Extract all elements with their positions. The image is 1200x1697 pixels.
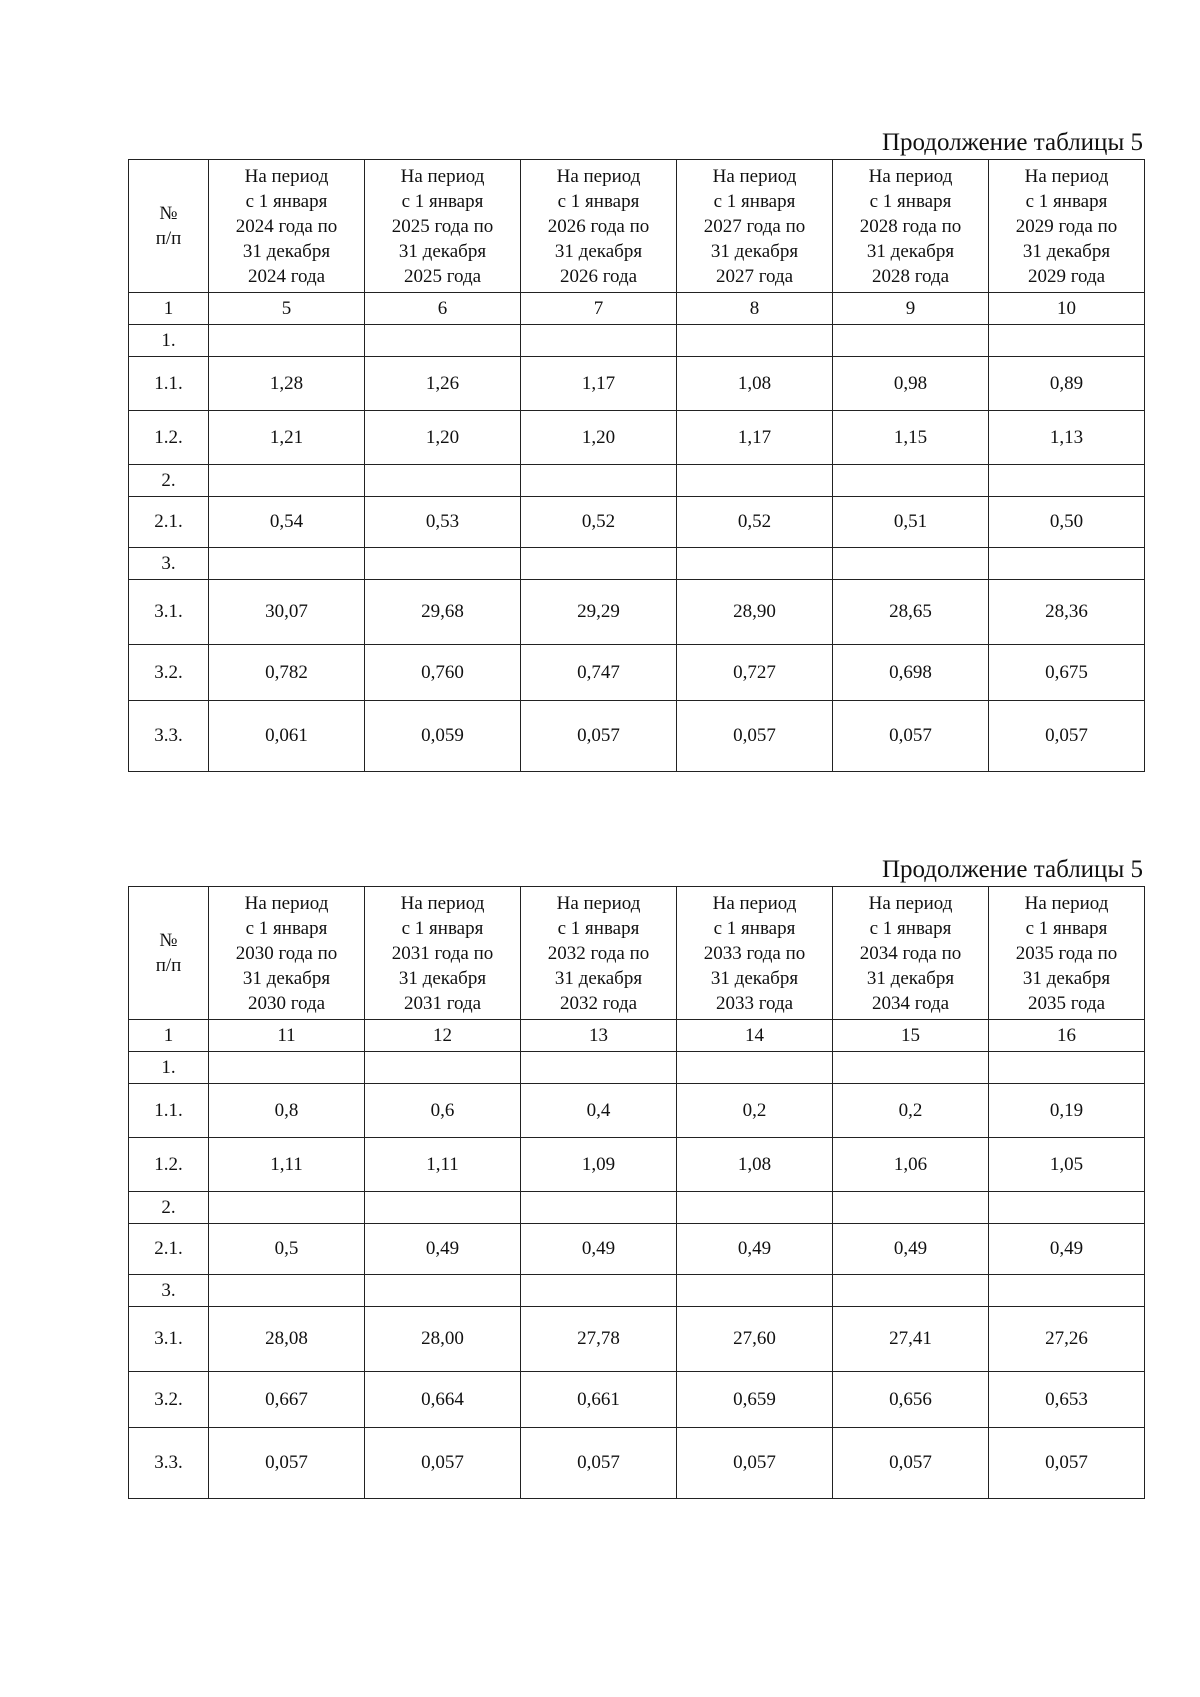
table-cell: 0,057 (521, 1428, 677, 1499)
header-row (129, 887, 1145, 1020)
table-cell: 0,50 (989, 497, 1145, 548)
column-number: 10 (989, 293, 1145, 325)
row-number: 3.3. (129, 701, 209, 772)
table-cell: 1,20 (521, 411, 677, 465)
row-number: 3.1. (129, 580, 209, 645)
row-number: 1. (129, 1052, 209, 1084)
table-cell (209, 1275, 365, 1307)
table-cell (677, 1275, 833, 1307)
row-number: 3.2. (129, 645, 209, 701)
table-row (129, 465, 1145, 497)
table-row (129, 1192, 1145, 1224)
table-row (129, 1224, 1145, 1275)
table-cell (209, 1052, 365, 1084)
table-cell: 28,36 (989, 580, 1145, 645)
table-cell: 28,08 (209, 1307, 365, 1372)
table-cell: 1,11 (209, 1138, 365, 1192)
table-cell: 0,49 (365, 1224, 521, 1275)
table-cell (365, 325, 521, 357)
table-cell: 1,17 (521, 357, 677, 411)
table-cell: 0,89 (989, 357, 1145, 411)
column-number: 7 (521, 293, 677, 325)
table-cell (833, 548, 989, 580)
table-cell: 0,98 (833, 357, 989, 411)
table-cell (677, 1052, 833, 1084)
table-cell: 0,52 (677, 497, 833, 548)
table-cell: 1,11 (365, 1138, 521, 1192)
table-row (129, 1052, 1145, 1084)
column-number: 5 (209, 293, 365, 325)
period-header: На период с 1 января 2032 года по 31 декабря 2032 года (521, 887, 677, 1020)
table-cell: 0,057 (989, 1428, 1145, 1499)
data-table (128, 886, 1145, 1499)
row-number: 2. (129, 465, 209, 497)
table-cell: 0,6 (365, 1084, 521, 1138)
table-cell: 0,49 (833, 1224, 989, 1275)
table-row (129, 1275, 1145, 1307)
row-number: 3.3. (129, 1428, 209, 1499)
table-cell (833, 325, 989, 357)
table-cell (989, 548, 1145, 580)
table-row (129, 357, 1145, 411)
table-row (129, 1428, 1145, 1499)
table-cell: 1,05 (989, 1138, 1145, 1192)
table-cell: 0,54 (209, 497, 365, 548)
table-cell: 0,52 (521, 497, 677, 548)
table-cell: 1,20 (365, 411, 521, 465)
table-cell: 0,8 (209, 1084, 365, 1138)
table-cell (833, 1192, 989, 1224)
table-cell: 1,28 (209, 357, 365, 411)
table-cell (521, 548, 677, 580)
table-cell: 28,65 (833, 580, 989, 645)
table-cell: 0,057 (677, 701, 833, 772)
table-row (129, 1372, 1145, 1428)
period-header: На период с 1 января 2029 года по 31 декабря 2029 года (989, 160, 1145, 293)
table-row (129, 1307, 1145, 1372)
table-cell: 30,07 (209, 580, 365, 645)
table-cell: 0,4 (521, 1084, 677, 1138)
table-cell: 1,17 (677, 411, 833, 465)
table-cell: 27,41 (833, 1307, 989, 1372)
period-header: На период с 1 января 2025 года по 31 декабря 2025 года (365, 160, 521, 293)
data-table (128, 159, 1145, 772)
row-number: 1.1. (129, 357, 209, 411)
table-cell: 0,057 (209, 1428, 365, 1499)
table-cell: 0,661 (521, 1372, 677, 1428)
table-cell (521, 1192, 677, 1224)
table-cell: 27,60 (677, 1307, 833, 1372)
column-number: 14 (677, 1020, 833, 1052)
table-row (129, 411, 1145, 465)
row-number: 3. (129, 548, 209, 580)
table-cell: 0,664 (365, 1372, 521, 1428)
table-cell: 0,51 (833, 497, 989, 548)
table-row (129, 645, 1145, 701)
table-cell: 0,782 (209, 645, 365, 701)
period-header: На период с 1 января 2033 года по 31 декабря 2033 года (677, 887, 833, 1020)
row-number: 1.2. (129, 1138, 209, 1192)
table-cell: 0,057 (833, 701, 989, 772)
table-cell (365, 548, 521, 580)
table-cell: 0,2 (677, 1084, 833, 1138)
row-number: 3. (129, 1275, 209, 1307)
column-number-row (129, 293, 1145, 325)
period-header: На период с 1 января 2027 года по 31 декабря 2027 года (677, 160, 833, 293)
row-number: 1.2. (129, 411, 209, 465)
table-cell: 1,08 (677, 1138, 833, 1192)
table-cell: 0,057 (677, 1428, 833, 1499)
table-row (129, 497, 1145, 548)
column-number-row (129, 1020, 1145, 1052)
table-cell (989, 1275, 1145, 1307)
column-number: 8 (677, 293, 833, 325)
table-cell (677, 325, 833, 357)
table-cell (365, 1052, 521, 1084)
table-cell: 0,727 (677, 645, 833, 701)
row-number: 1. (129, 325, 209, 357)
row-number-header: № п/п (129, 887, 209, 1020)
table-cell: 0,656 (833, 1372, 989, 1428)
row-number: 3.1. (129, 1307, 209, 1372)
table-cell (833, 1052, 989, 1084)
period-header: На период с 1 января 2024 года по 31 декабря 2024 года (209, 160, 365, 293)
table-cell (833, 1275, 989, 1307)
table-row (129, 548, 1145, 580)
row-number: 2.1. (129, 1224, 209, 1275)
table-cell: 0,5 (209, 1224, 365, 1275)
column-number: 15 (833, 1020, 989, 1052)
table-cell (677, 465, 833, 497)
table-cell: 27,26 (989, 1307, 1145, 1372)
table-cell: 0,2 (833, 1084, 989, 1138)
row-number: 2.1. (129, 497, 209, 548)
table-cell: 0,057 (833, 1428, 989, 1499)
table-cell: 1,13 (989, 411, 1145, 465)
table-row (129, 701, 1145, 772)
table-cell: 0,667 (209, 1372, 365, 1428)
period-header: На период с 1 января 2026 года по 31 декабря 2026 года (521, 160, 677, 293)
table-cell: 1,21 (209, 411, 365, 465)
table-cell: 1,09 (521, 1138, 677, 1192)
table-cell (521, 325, 677, 357)
row-number: 1.1. (129, 1084, 209, 1138)
period-header: На период с 1 января 2035 года по 31 декабря 2035 года (989, 887, 1145, 1020)
table-cell: 0,760 (365, 645, 521, 701)
table-cell (521, 1275, 677, 1307)
table-cell: 0,747 (521, 645, 677, 701)
table-cell (209, 465, 365, 497)
table-row (129, 1084, 1145, 1138)
table-cell: 0,698 (833, 645, 989, 701)
table-cell: 29,68 (365, 580, 521, 645)
table-cell: 1,15 (833, 411, 989, 465)
table-cell: 28,00 (365, 1307, 521, 1372)
table-cell (521, 1052, 677, 1084)
column-number: 1 (129, 293, 209, 325)
table-cell (989, 325, 1145, 357)
table-cell (989, 465, 1145, 497)
table-cell: 28,90 (677, 580, 833, 645)
table-row (129, 580, 1145, 645)
column-number: 12 (365, 1020, 521, 1052)
table-cell: 1,26 (365, 357, 521, 411)
row-number: 3.2. (129, 1372, 209, 1428)
table-cell: 27,78 (521, 1307, 677, 1372)
table-caption: Продолжение таблицы 5 (881, 856, 1143, 883)
table-cell: 0,49 (989, 1224, 1145, 1275)
table-cell: 0,49 (521, 1224, 677, 1275)
column-number: 13 (521, 1020, 677, 1052)
column-number: 9 (833, 293, 989, 325)
table-cell: 0,53 (365, 497, 521, 548)
table-cell: 0,675 (989, 645, 1145, 701)
column-number: 6 (365, 293, 521, 325)
header-row (129, 160, 1145, 293)
table-cell (209, 1192, 365, 1224)
period-header: На период с 1 января 2034 года по 31 декабря 2034 года (833, 887, 989, 1020)
table-cell (521, 465, 677, 497)
table-row (129, 325, 1145, 357)
period-header: На период с 1 января 2031 года по 31 декабря 2031 года (365, 887, 521, 1020)
table-cell (209, 325, 365, 357)
period-header: На период с 1 января 2030 года по 31 декабря 2030 года (209, 887, 365, 1020)
column-number: 16 (989, 1020, 1145, 1052)
table-cell: 1,08 (677, 357, 833, 411)
table-cell: 0,659 (677, 1372, 833, 1428)
table-row (129, 1138, 1145, 1192)
column-number: 11 (209, 1020, 365, 1052)
period-header: На период с 1 января 2028 года по 31 декабря 2028 года (833, 160, 989, 293)
table-cell: 0,653 (989, 1372, 1145, 1428)
table-cell: 1,06 (833, 1138, 989, 1192)
table-caption: Продолжение таблицы 5 (881, 129, 1143, 156)
table-cell: 0,059 (365, 701, 521, 772)
row-number: 2. (129, 1192, 209, 1224)
table-cell: 0,061 (209, 701, 365, 772)
table-cell (365, 1275, 521, 1307)
table-cell (989, 1052, 1145, 1084)
table-cell: 0,057 (989, 701, 1145, 772)
table-cell: 0,057 (365, 1428, 521, 1499)
table-cell: 0,49 (677, 1224, 833, 1275)
table-cell (209, 548, 365, 580)
row-number-header: № п/п (129, 160, 209, 293)
table-cell: 0,057 (521, 701, 677, 772)
table-cell (677, 548, 833, 580)
table-cell (365, 465, 521, 497)
table-cell (677, 1192, 833, 1224)
table-cell (833, 465, 989, 497)
table-cell (989, 1192, 1145, 1224)
table-cell: 29,29 (521, 580, 677, 645)
table-cell: 0,19 (989, 1084, 1145, 1138)
table-cell (365, 1192, 521, 1224)
column-number: 1 (129, 1020, 209, 1052)
